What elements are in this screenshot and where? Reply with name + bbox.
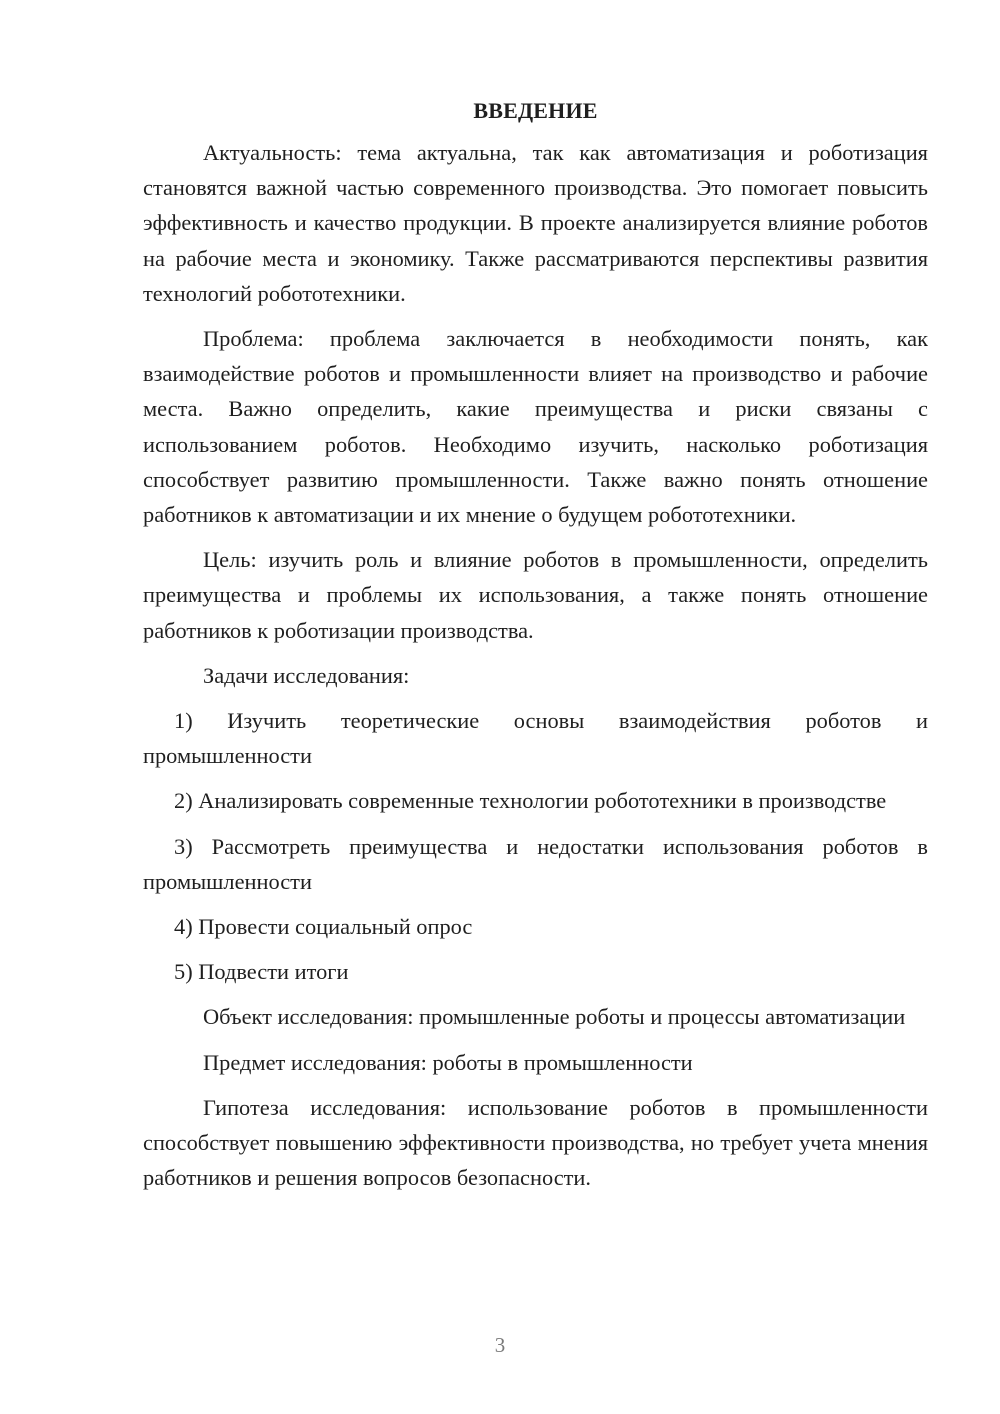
section-title: ВВЕДЕНИЕ: [473, 98, 598, 123]
subject-paragraph: Предмет исследования: роботы в промышленности: [203, 1049, 693, 1075]
document-page: [143, 92, 928, 1205]
goal-paragraph: Цель: изучить роль и влияние роботов в промышленности, определить преимущества и проблемы их использования, а также понять отношение работников к роботизации производства.: [143, 547, 928, 643]
task-item-5: 5) Подвести итоги: [174, 959, 349, 985]
task-item-4: 4) Провести социальный опрос: [174, 914, 473, 940]
page-number: 3: [494, 1333, 506, 1357]
task-item-2: 2) Анализировать современные технологии робототехники в производстве: [174, 788, 887, 814]
hypothesis-paragraph: Гипотеза исследования: использование роботов в промышленности способствует повышению эффективности производства, но требует учета мнения работников и решения вопросов безопасности.: [143, 1094, 928, 1191]
object-paragraph: Объект исследования: промышленные роботы и процессы автоматизации: [203, 1004, 906, 1030]
relevance-paragraph: Актуальность: тема актуальна, так как автоматизация и роботизация становятся важной частью современного производства. Это помогает повысить эффективность и качество продукции. В проекте анализируется влияние роботов на рабочие места и экономику. Также рассматриваются перспективы развития технологий робототехники.: [143, 140, 928, 306]
tasks-heading: Задачи исследования:: [203, 662, 410, 688]
task-item-1: 1) Изучить теоретические основы взаимодействия роботов и промышленности: [143, 708, 928, 769]
task-item-3: 3) Рассмотреть преимущества и недостатки использования роботов в промышленности: [143, 833, 928, 894]
problem-paragraph: Проблема: проблема заключается в необходимости понять, как взаимодействие роботов и промышленности влияет на производство и рабочие места. Важно определить, какие преимущества и риски связаны с использованием роботов. Необходимо изучить, насколько роботизация способствует развитию промышленности. Также важно понять отношение работников к автоматизации и их мнение о будущем робототехники.: [143, 326, 928, 528]
